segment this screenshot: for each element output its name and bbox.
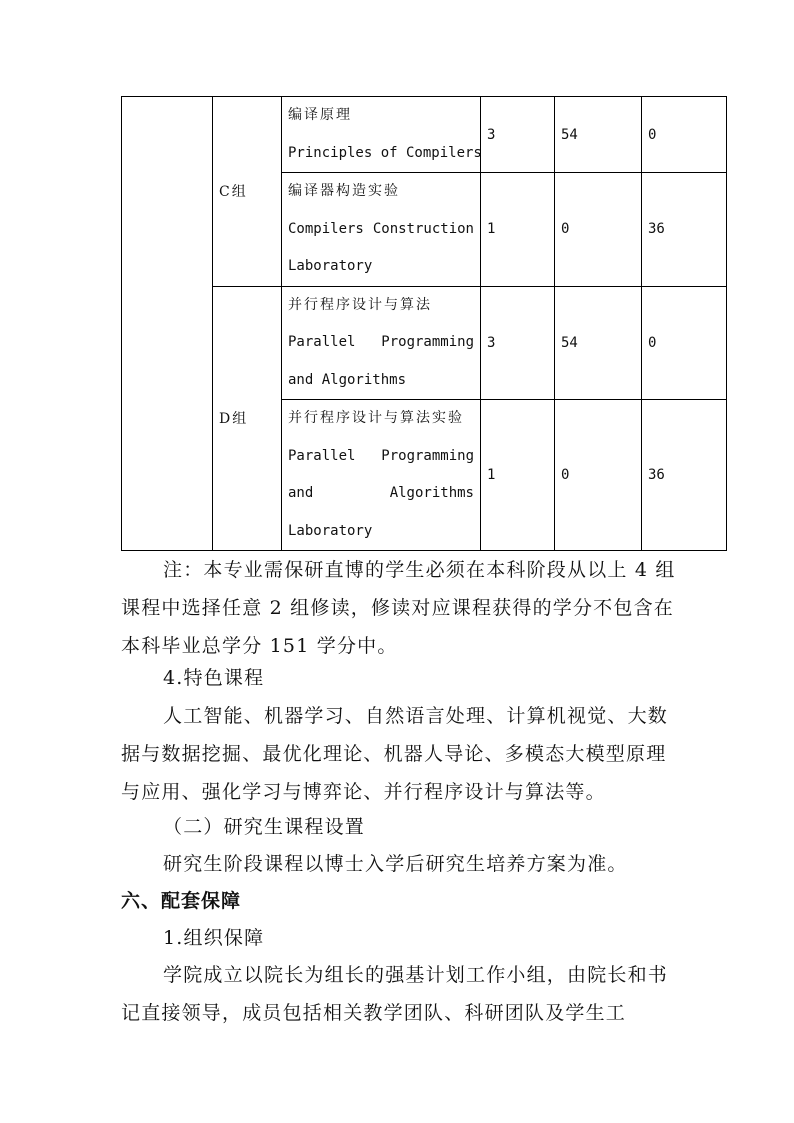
word: Programming [381,334,474,350]
section-title-organization: 1.组织保障 [163,927,265,949]
course-en-name-line: and Algorithms [288,371,407,388]
course-en-name-line [288,438,474,476]
course-en-name-line [288,324,474,362]
theory-hours-cell: 54 [555,286,642,400]
category-cell [122,97,213,551]
course-en-name: Principles of Compilers [288,144,482,161]
credits-cell: 3 [481,97,555,173]
course-en-name-line: Laboratory [288,258,373,274]
theory-hours-cell: 0 [555,173,642,287]
credits-cell: 3 [481,286,555,400]
section-title-graduate: （二）研究生课程设置 [163,816,366,838]
course-name-cell [282,97,481,173]
credits-cell: 1 [481,173,555,287]
lab-hours-cell: 0 [642,286,727,400]
group-d-cell: D组 [213,286,282,551]
organization-paragraph: 学院成立以院长为组长的强基计划工作小组，由院长和书记直接领导，成员包括相关教学团队、科研团队及学生工 [121,964,669,1024]
course-name-cell [282,400,481,551]
course-en-name-line [288,211,474,249]
section-title-features: 4.特色课程 [163,667,265,689]
course-table [121,96,727,551]
course-en-name-line [288,475,474,513]
theory-hours-cell: 54 [555,97,642,173]
word: Construction [372,220,474,237]
course-en-name-line: Laboratory [288,522,373,539]
theory-hours-cell: 0 [555,400,642,551]
lab-hours-cell: 36 [642,173,727,287]
word: Programming [381,447,474,464]
course-name-cell [282,173,481,287]
word: Parallel [288,334,356,350]
course-cn-name: 并行程序设计与算法 [288,296,432,313]
table-row [122,97,727,173]
word: Compilers [288,220,364,237]
group-c-cell: C组 [213,97,282,287]
word: and [288,485,314,501]
word: Parallel [288,447,356,464]
graduate-paragraph: 研究生阶段课程以博士入学后研究生培养方案为准。 [163,853,628,875]
chapter-title-support: 六、配套保障 [121,890,242,912]
features-paragraph: 人工智能、机器学习、自然语言处理、计算机视觉、大数据与数据挖掘、最优化理论、机器人导论、多模态大模型原理与应用、强化学习与博弈论、并行程序设计与算法等。 [121,705,669,803]
table-note: 注：本专业需保研直博的学生必须在本科阶段从以上 4 组课程中选择任意 2 组修读，修读对应课程获得的学分不包含在本科毕业总学分 151 学分中。 [121,559,676,657]
lab-hours-cell: 0 [642,97,727,173]
course-cn-name: 编译原理 [288,107,352,123]
word: Algorithms [389,485,474,501]
course-cn-name: 编译器构造实验 [288,183,400,199]
table-row [122,286,727,400]
lab-hours-cell: 36 [642,400,727,551]
course-cn-name: 并行程序设计与算法实验 [288,410,464,426]
credits-cell: 1 [481,400,555,551]
course-name-cell [282,286,481,400]
